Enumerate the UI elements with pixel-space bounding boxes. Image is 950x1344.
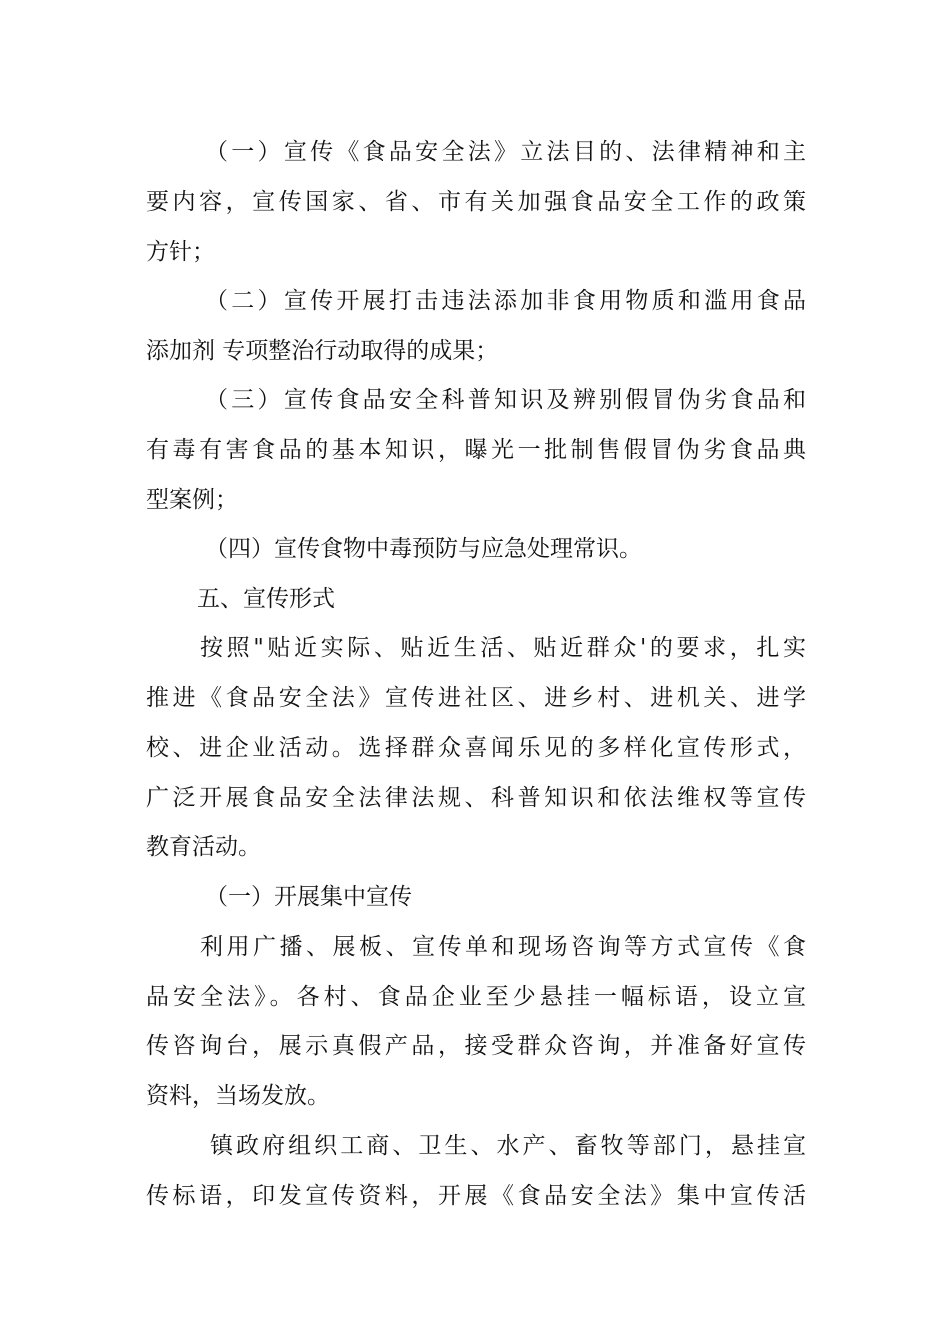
- para-4-line-1: （四）宣传食物中毒预防与应急处理常识。: [205, 536, 642, 562]
- para-7-line-1: 镇政府组织工商、卫生、水产、畜牧等部门，悬挂宣: [210, 1133, 806, 1159]
- para-1-line-1: （一）宣传《食品安全法》立法目的、法律精神和主: [205, 139, 806, 165]
- para-6-line-3: 传咨询台，展示真假产品，接受群众咨询，并准备好宣传: [146, 1033, 806, 1059]
- para-6-line-2: 品安全法》。各村、食品企业至少悬挂一幅标语，设立宣: [146, 984, 806, 1010]
- para-2-line-1: （二）宣传开展打击违法添加非食用物质和滥用食品: [205, 288, 806, 314]
- para-5-line-4: 广泛开展食品安全法律法规、科普知识和依法维权等宣传: [146, 785, 806, 811]
- para-5-line-5: 教育活动。: [146, 834, 261, 860]
- para-3-line-1: （三）宣传食品安全科普知识及辨别假冒伪劣食品和: [205, 387, 806, 413]
- para-6-line-4: 资料，当场发放。: [146, 1083, 330, 1109]
- para-1-line-2: 要内容，宣传国家、省、市有关加强食品安全工作的政策: [146, 189, 806, 215]
- section-heading: 五、宣传形式: [197, 586, 335, 612]
- para-5-line-3: 校、进企业活动。选择群众喜闻乐见的多样化宣传形式，: [146, 735, 806, 761]
- para-3-line-2: 有毒有害食品的基本知识，曝光一批制售假冒伪劣食品典: [146, 437, 806, 463]
- para-1-line-3: 方针；: [146, 239, 215, 265]
- para-6-line-1: 利用广播、展板、宣传单和现场咨询等方式宣传《食: [200, 934, 806, 960]
- subheading-1: （一）开展集中宣传: [205, 884, 412, 910]
- para-3-line-3: 型案例；: [146, 487, 238, 513]
- para-2-line-2: 添加剂 专项整治行动取得的成果；: [146, 338, 499, 364]
- para-5-line-1: 按照"贴近实际、贴近生活、贴近群众'的要求，扎实: [200, 635, 806, 661]
- para-5-line-2: 推进《食品安全法》宣传进社区、进乡村、进机关、进学: [146, 685, 806, 711]
- para-7-line-2: 传标语，印发宣传资料，开展《食品安全法》集中宣传活: [146, 1183, 806, 1209]
